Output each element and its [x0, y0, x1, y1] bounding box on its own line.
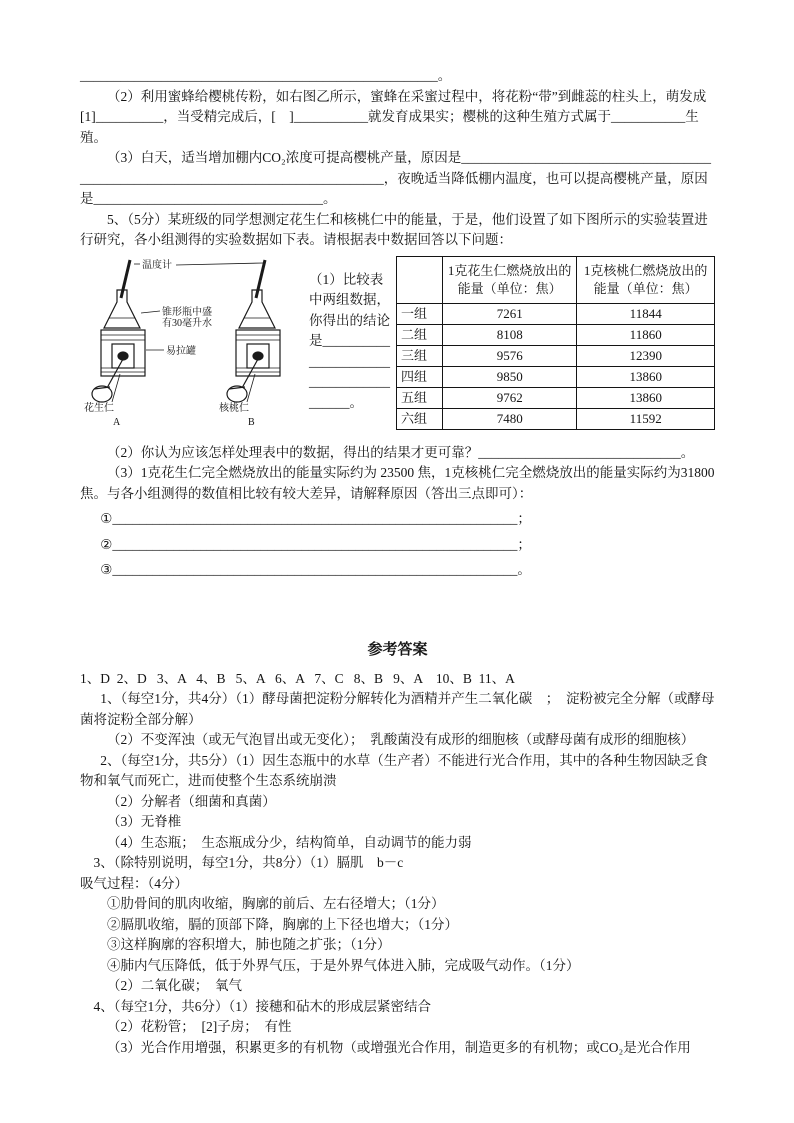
group-name-cell: 一组 [397, 303, 443, 324]
answer-line: （3）光合作用增强，积累更多的有机物（或增强光合作用，制造更多的有机物；或CO₂是光合作用 [107, 1039, 691, 1055]
thermometer-a-icon [121, 260, 130, 298]
answer-line: （2）花粉管； [2]子房； 有性 [107, 1019, 292, 1035]
peanut-energy-header: 1克花生仁燃烧放出的能量（单位：焦） [443, 256, 577, 303]
group-b-label: B [248, 416, 255, 428]
answer-line: （4）生态瓶； 生态瓶成分少，结构简单，自动调节的能力弱 [107, 834, 472, 850]
group-name-cell: 四组 [397, 366, 443, 387]
table-row [397, 303, 715, 324]
blank-answer-line-1: ①____________________________________________________________； [100, 511, 531, 527]
peanut-value-cell: 9850 [443, 366, 577, 387]
answer-line: ④肺内气压降低，低于外界气压，于是外界气体进入肺，完成吸气动作。（1分） [107, 957, 580, 973]
answer-line: ①肋骨间的肌肉收缩，胸廓的前后、左右径增大；（1分） [107, 896, 445, 912]
answer-line: 吸气过程：（4分） [80, 875, 188, 891]
walnut-value-cell: 13860 [577, 387, 715, 408]
answer-line: 2、（每空1分，共5分）（1）因生态瓶中的水草（生产者）不能进行光合作用，其中的各种生物因缺乏食物和氧气而死亡，进而使整个生态系统崩溃 [80, 752, 708, 789]
answer-line: 1、（每空1分，共4分）（1）酵母菌把淀粉分解转化为酒精并产生二氧化碳 ； 淀粉被完全分解（或酵母菌将淀粉全部分解） [80, 691, 715, 727]
answer-line: 3、（除特别说明，每空1分，共8分）（1）膈肌 b－c [93, 855, 404, 871]
group-name-cell: 五组 [397, 387, 443, 408]
walnut-label: 核桃仁 [219, 402, 249, 414]
thermometer-b-icon [256, 260, 265, 298]
peanut-value-cell: 9576 [443, 345, 577, 366]
walnut-value-cell: 11860 [577, 324, 715, 345]
table-row [397, 345, 715, 366]
walnut-value-cell: 11592 [577, 408, 715, 429]
thermometer-label: 温度计 [142, 259, 172, 271]
table-header-row [397, 256, 715, 303]
question-2-part3: （3）白天，适当增加棚内CO₂浓度可提高樱桃产量，原因是__________________________________________________________________________________，夜晚适当降低棚内温度，也可以提高樱桃产量，原因是__________________________________。 [80, 150, 711, 207]
burning-nut-a-icon [118, 352, 128, 360]
peanut-value-cell: 7480 [443, 408, 577, 429]
group-a-label: A [113, 416, 121, 428]
peanut-value-cell: 7261 [443, 303, 577, 324]
walnut-energy-header: 1克核桃仁燃烧放出的能量（单位：焦） [577, 256, 715, 303]
table-row [397, 366, 715, 387]
question-5-3: （3）1克花生仁完全燃烧放出的能量实际约为 23500 焦，1克核桃仁完全燃烧放出的能量实际约为31800 焦。与各小组测得的数值相比较有较大差异，请解释原因（答出三点即可）： [80, 465, 718, 501]
question-2-part2: （2）利用蜜蜂给樱桃传粉，如右图乙所示，蜜蜂在采蜜过程中，将花粉“带”到雌蕊的柱头上，萌发成[1]__________，当受精完成后，[ ]___________就发育成果实；樱桃的这种生殖方式属于___________生殖。 [80, 88, 707, 145]
answer-line: 4、（每空1分，共6分）（1）接穗和砧木的形成层紧密结合 [93, 998, 431, 1014]
burning-nut-b-icon [253, 352, 263, 360]
answer-line: ③这样胸廓的容积增大，肺也随之扩张；（1分） [107, 937, 391, 953]
flask-label-line1: 锥形瓶中盛 [162, 306, 212, 318]
walnut-value-cell: 12390 [577, 345, 715, 366]
group-name-cell: 三组 [397, 345, 443, 366]
blank-continuation-line: _____________________________________________________。 [80, 68, 452, 83]
peanut-value-cell: 9762 [443, 387, 577, 408]
question-5-2: （2）你认为应该怎样处理表中的数据，得出的结果才更可靠？______________________________。 [107, 444, 695, 460]
walnut-value-cell: 11844 [577, 303, 715, 324]
table-row [397, 324, 715, 345]
peanut-value-cell: 8108 [443, 324, 577, 345]
answers-heading: 参考答案 [367, 641, 428, 658]
table-row [397, 408, 715, 429]
walnut-value-cell: 13860 [577, 366, 715, 387]
answer-line: （2）分解者（细菌和真菌） [107, 793, 276, 809]
energy-data-table [396, 256, 715, 430]
answer-choices-line: 1、D 2、D 3、A 4、B 5、A 6、A 7、C 8、B 9、A 10、B 11、A [80, 670, 515, 686]
peanut-label: 花生仁 [84, 402, 114, 414]
blank-answer-line-2: ②____________________________________________________________； [100, 536, 531, 552]
flask-label-line2: 有30毫升水 [162, 317, 212, 329]
question-5-1: （1）比较表中两组数据，你得出的结论是________________________________________。 [309, 271, 390, 410]
answer-line: （2）二氧化碳； 氧气 [107, 978, 242, 994]
answer-line: ②膈肌收缩，膈的顶部下降，胸廓的上下径也增大；（1分） [107, 916, 458, 932]
experiment-figure [80, 256, 304, 430]
group-name-cell: 二组 [397, 324, 443, 345]
question-5-intro: 5、（5分）某班级的同学想测定花生仁和核桃仁中的能量，于是，他们设置了如下图所示的实验装置进行研究，各小组测得的实验数据如下表。请根据表中数据回答以下问题： [80, 211, 708, 248]
can-label: 易拉罐 [166, 345, 196, 357]
blank-answer-line-3: ③____________________________________________________________。 [100, 562, 531, 578]
group-name-cell: 六组 [397, 408, 443, 429]
table-corner-cell [397, 256, 443, 303]
answer-line: （3）无脊椎 [107, 814, 182, 830]
experiment-section [80, 256, 715, 430]
table-row [397, 387, 715, 408]
answer-line: （2）不变浑浊（或无气泡冒出或无变化）； 乳酸菌没有成形的细胞核（或酵母菌有成形的细胞核） [107, 732, 695, 748]
